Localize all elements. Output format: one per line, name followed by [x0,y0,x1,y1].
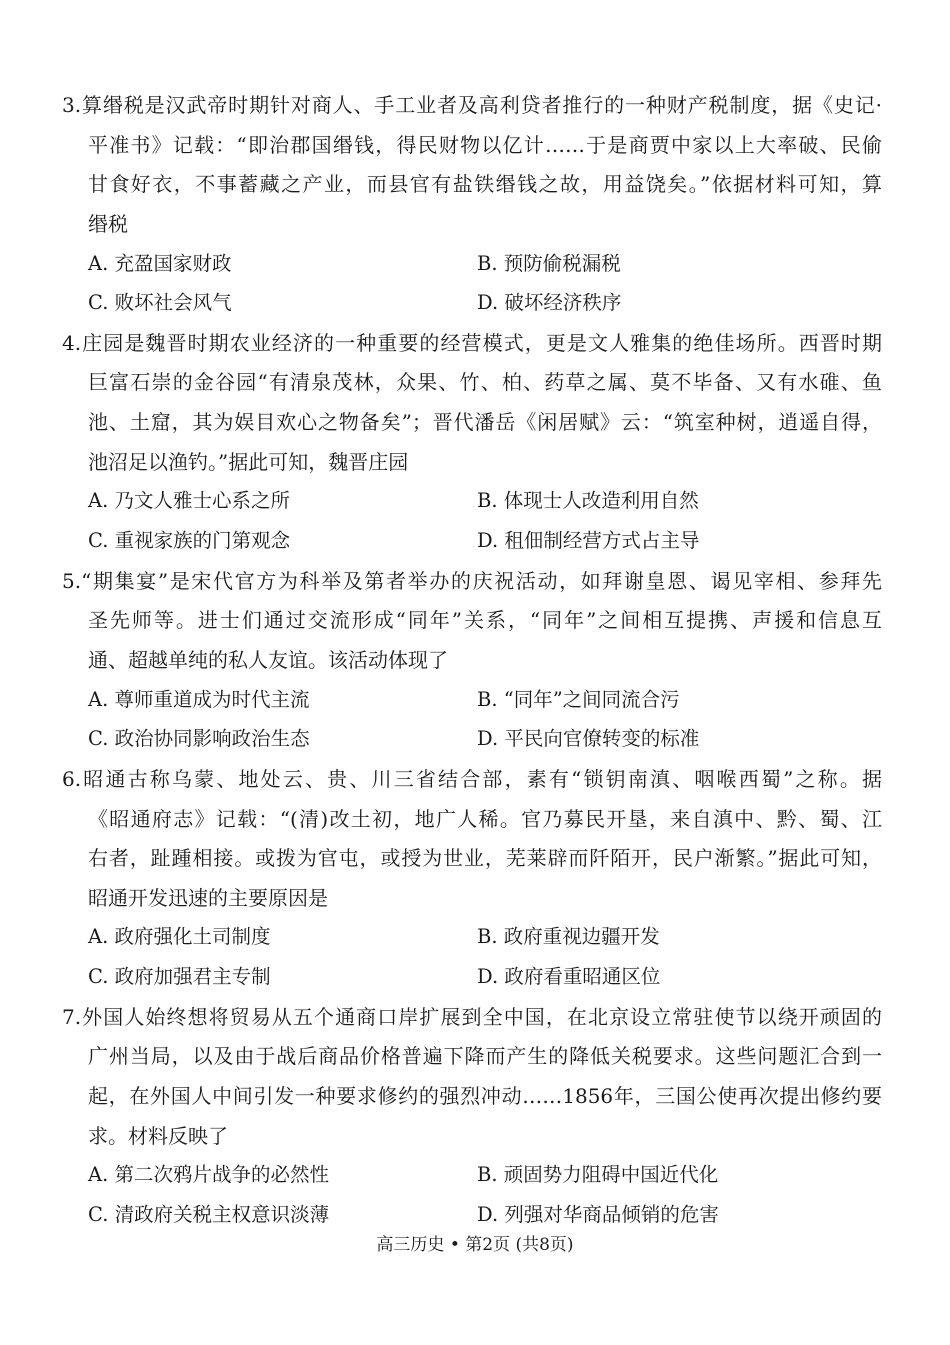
question-text: 右者，趾踵相接。或拨为官屯，或授为世业，芜莱辟而阡陌开，民户渐繁。”据此可知， [88,846,882,871]
question-text: 昭通古称乌蒙、地处云、贵、川三省结合部，素有“锁钥南滇、咽喉西蜀”之称。据 [81,766,882,791]
question-text: 庄园是魏晋时期农业经济的一种重要的经营模式，更是文人雅集的绝佳场所。西晋时期 [81,330,882,355]
option-a: A. 政府强化土司制度 [88,925,271,949]
option-d: D. 列强对华商品倾销的危害 [477,1202,719,1226]
option-b: B. 政府重视边疆开发 [477,925,660,949]
question-text: 池沼足以渔钓。”据此可知，魏晋庄园 [88,449,409,474]
question-stem-line [88,442,882,482]
option-a: A. 乃文人雅士心系之所 [88,489,290,513]
question-text: 缗税 [88,211,128,236]
question-stem-line [88,204,882,244]
option-c: C. 清政府关税主权意识淡薄 [88,1202,330,1226]
option-d: D. 平民向官僚转变的标准 [477,727,700,751]
question-stem-first-line [62,85,882,125]
option-c: C. 重视家族的门第观念 [88,529,291,553]
question-stem-first-line [62,759,882,799]
question-text: 广州当局，以及由于战后商品价格普遍下降而产生的降低关税要求。这些问题汇合到一 [88,1044,882,1069]
question-stem-line [88,164,882,204]
question-number: 7. [62,1004,82,1029]
question-text: 外国人始终想将贸易从五个通商口岸扩展到全中国，在北京设立常驻使节以绕开顽固的 [81,1004,882,1029]
option-d: D. 租佃制经营方式占主导 [477,529,700,553]
option-d: D. 破坏经济秩序 [477,291,622,315]
question-stem-line [88,1076,882,1116]
question-number: 6. [62,766,82,791]
question-text: 起，在外国人中间引发一种要求修约的强烈冲动……1856年，三国公使再次提出修约要 [88,1084,882,1108]
option-c: C. 政府加强君主专制 [88,965,271,989]
question-stem-line [88,640,882,680]
question-text: 甘食好衣，不事蓄藏之产业，而县官有盐铁缗钱之故，用益饶矣。”依据材料可知，算 [88,172,882,197]
question-stem-line [88,878,882,918]
question-stem-first-line [62,561,882,601]
question-text: 池、土窟，其为娱目欢心之物备矣”；晋代潘岳《闲居赋》云：“筑室种树，逍遥自得， [88,410,882,435]
question-text: 算缗税是汉武帝时期针对商人、手工业者及高利贷者推行的一种财产税制度，据《史记· [81,93,882,117]
question-number: 4. [62,330,82,355]
question-stem-line [88,362,882,402]
question-number: 3. [62,93,82,117]
question-stem-line [88,402,882,442]
option-a: A. 充盈国家财政 [88,251,232,275]
option-b: B. 预防偷税漏税 [477,251,621,275]
option-b: B. “同年”之间同流合污 [477,687,680,711]
question-text: 通、超越单纯的私人友谊。该活动体现了 [88,647,448,672]
question-text: “期集宴”是宋代官方为科举及第者举办的庆祝活动，如拜谢皇恩、谒见宰相、参拜先 [81,568,882,593]
question-text: 平准书》记载：“即治郡国缗钱，得民财物以亿计……于是商贾中家以上大率破、民偷 [88,132,882,157]
question-text: 《昭通府志》记载：“(清)改土初，地广人稀。官乃募民开垦，来自滇中、黔、蜀、江 [88,806,882,831]
option-d: D. 政府看重昭通区位 [477,965,661,989]
option-b: B. 顽固势力阻碍中国近代化 [477,1163,719,1187]
question-stem-line [88,1116,882,1156]
question-stem-line [88,838,882,878]
question-number: 5. [62,568,82,593]
question-stem-line [88,600,882,640]
question-stem-first-line [62,323,882,363]
option-a: A. 第二次鸦片战争的必然性 [88,1163,329,1187]
question-text: 昭通开发迅速的主要原因是 [88,885,328,910]
question-stem-first-line [62,997,882,1037]
option-c: C. 政治协同影响政治生态 [88,727,310,751]
question-stem-line [88,125,882,165]
question-stem-line [88,1036,882,1076]
option-b: B. 体现士人改造利用自然 [477,489,699,513]
question-text: 求。材料反映了 [88,1123,228,1148]
page-footer: 高三历史 • 第2页 (共8页) [376,1235,574,1255]
question-text: 圣先师等。进士们通过交流形成“同年”关系，“同年”之间相互提携、声援和信息互 [88,608,882,633]
question-text: 巨富石崇的金谷园“有清泉茂林，众果、竹、柏、药草之属、莫不毕备、又有水碓、鱼 [88,370,882,395]
option-c: C. 败坏社会风气 [88,291,232,315]
question-stem-line [88,799,882,839]
option-a: A. 尊师重道成为时代主流 [88,687,310,711]
